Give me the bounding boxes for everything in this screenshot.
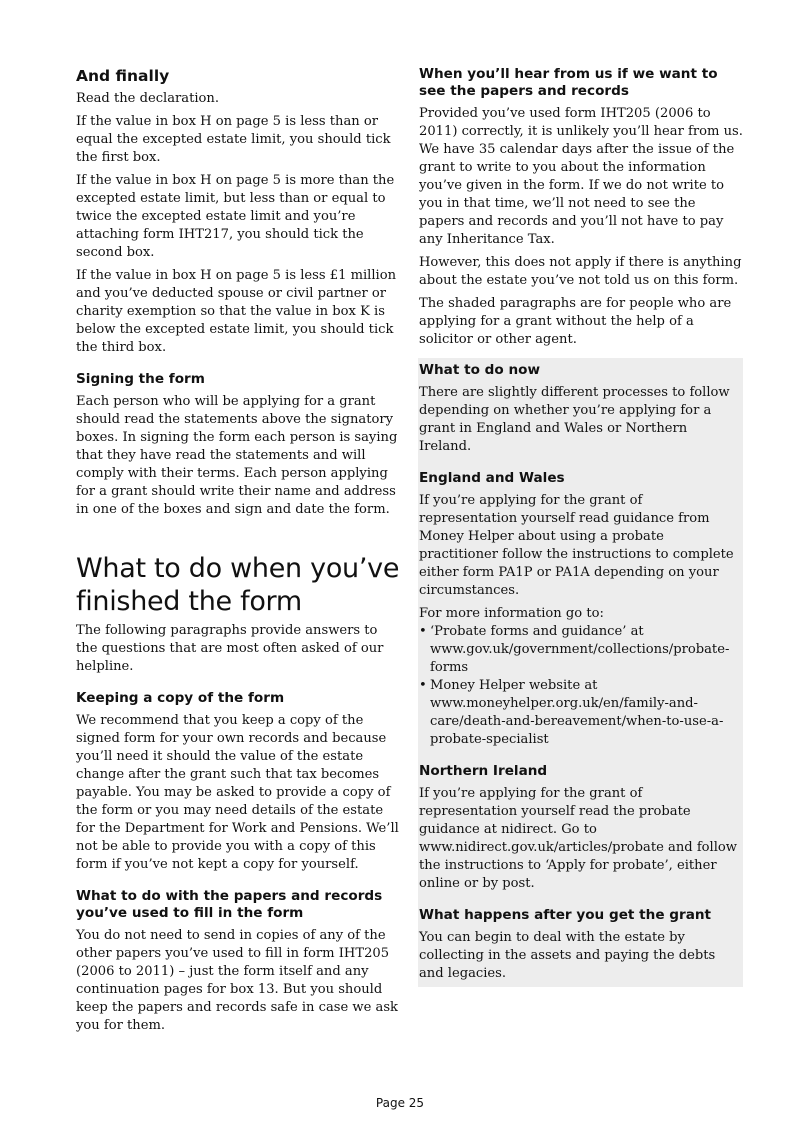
papers-section <box>76 888 400 1035</box>
northern-ireland-paragraph: If you’re applying for the grant of representation yourself read the probate guidance at nidirect. Go to www.nidirect.gov.uk/articles/probate and follow the instructions to ‘Apply for probate’, either online or by post. <box>419 786 738 891</box>
and-finally-section <box>76 66 400 357</box>
keeping-copy-heading: Keeping a copy of the form <box>76 690 285 706</box>
more-info-label: For more information go to: <box>419 606 604 621</box>
what-now-heading: What to do now <box>419 362 541 378</box>
declaration-paragraph: Read the declaration. <box>76 91 220 106</box>
page-number: Page 25 <box>375 1096 425 1110</box>
after-grant-paragraph: You can begin to deal with the estate by collecting in the assets and paying the debts and legacies. <box>419 930 716 981</box>
finished-section <box>76 553 400 676</box>
northern-ireland-section <box>419 763 743 893</box>
exception-paragraph: However, this does not apply if there is anything about the estate you’ve not told us on this form. <box>419 255 742 288</box>
first-box-paragraph: If the value in box H on page 5 is less than or equal the excepted estate limit, you should tick the first box. <box>76 114 391 165</box>
right-column <box>419 66 743 987</box>
left-column <box>76 66 400 1049</box>
list-item: • ‘Probate forms and guidance’ at www.gov.uk/government/collections/probate-forms <box>419 623 743 677</box>
shaded-note-paragraph: The shaded paragraphs are for people who are applying for a grant without the help of a solicitor or other agent. <box>419 296 732 347</box>
what-now-paragraph: There are slightly different processes to follow depending on whether you’re applying for a grant in England and Wales or Northern Ireland. <box>419 385 730 454</box>
list-item: • Money Helper website at www.moneyhelper.org.uk/en/family-and-care/death-and-bereavement/when-to-use-a-probate-specialist <box>419 677 743 749</box>
england-wales-paragraph: If you’re applying for the grant of representation yourself read guidance from Money Helper about using a probate practitioner follow the instructions to complete either form PA1P or PA1A depending on your circumstances. <box>419 493 734 598</box>
what-now-section <box>419 362 743 456</box>
signing-section <box>76 371 400 519</box>
finished-intro: The following paragraphs provide answers to the questions that are most often asked of our helpline. <box>76 623 384 674</box>
keeping-copy-section <box>76 690 400 874</box>
after-grant-heading: What happens after you get the grant <box>419 907 712 923</box>
signing-paragraph: Each person who will be applying for a grant should read the statements above the signatory boxes. In signing the form each person is saying that they have read the statements and will comply with their terms. Each person applying for a grant should write their name and address in one of the boxes and sign and date the form. <box>76 394 398 517</box>
signing-heading: Signing the form <box>76 371 205 387</box>
hear-from-us-section <box>419 66 743 349</box>
keeping-copy-paragraph: We recommend that you keep a copy of the signed form for your own records and because you’ll need it should the value of the estate change after the grant such that tax becomes payable. You may be asked to provide a copy of the form or you may need details of the estate for the Department for Work and Pensions. We’ll not be able to provide you with a copy of this form if you’ve not kept a copy for yourself. <box>76 713 399 872</box>
after-grant-section <box>419 907 743 983</box>
england-wales-heading: England and Wales <box>419 470 565 486</box>
papers-heading: What to do with the papers and records you’ve used to fill in the form <box>76 888 383 921</box>
finished-title: What to do when you’ve finished the form <box>76 553 400 617</box>
and-finally-heading: And finally <box>76 67 170 85</box>
england-wales-section <box>419 470 743 749</box>
shaded-panel <box>418 358 743 987</box>
hear-from-us-paragraph: Provided you’ve used form IHT205 (2006 to 2011) correctly, it is unlikely you’ll hear from us. We have 35 calendar days after the issue of the grant to write to you about the information you’ve given in the form. If we do not write to you in that time, we’ll not need to see the papers and records and you’ll not have to pay any Inheritance Tax. <box>419 106 743 247</box>
more-info-list <box>419 623 743 749</box>
second-box-paragraph: If the value in box H on page 5 is more than the excepted estate limit, but less than or equal to twice the excepted estate limit and you’re attaching form IHT217, you should tick the second box. <box>76 173 395 260</box>
third-box-paragraph: If the value in box H on page 5 is less £1 million and you’ve deducted spouse or civil partner or charity exemption so that the value in box K is below the excepted estate limit, you should tick the third box. <box>76 268 397 355</box>
papers-paragraph: You do not need to send in copies of any of the other papers you’ve used to fill in form IHT205 (2006 to 2011) – just the form itself and any continuation pages for box 13. But you should keep the papers and records safe in case we ask you for them. <box>76 928 398 1033</box>
northern-ireland-heading: Northern Ireland <box>419 763 548 779</box>
hear-from-us-heading: When you’ll hear from us if we want to see the papers and records <box>419 66 718 99</box>
